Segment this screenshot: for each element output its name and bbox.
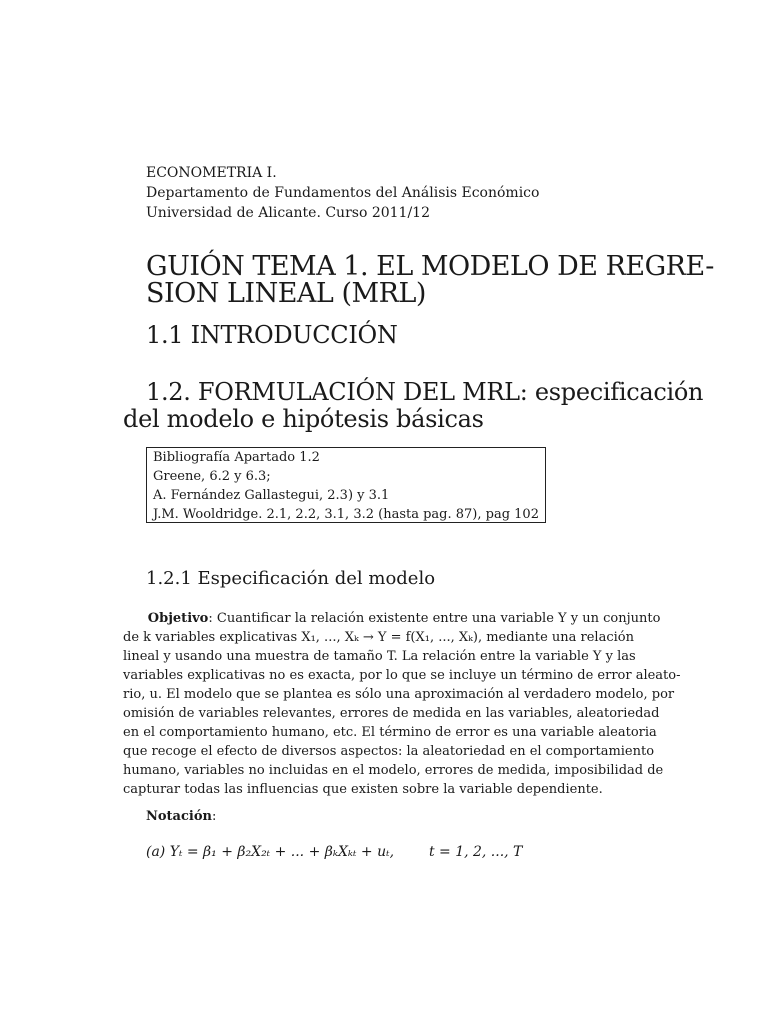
regression-equation [146,844,522,860]
document-title-line1: GUIÓN TEMA 1. EL MODELO DE REGRE- [146,251,714,282]
paragraph-line [123,609,661,628]
subsection-heading-1-2-1: 1.2.1 Especificación del modelo [146,568,436,589]
paragraph-line: en el comportamiento humano, etc. El término de error es una variable aleatoria [123,725,657,740]
section-heading-1-1: 1.1 INTRODUCCIÓN [146,321,398,349]
paragraph-line: omisión de variables relevantes, errores de medida en las variables, aleatoriedad [123,706,660,721]
equation-range: t = 1, 2, ..., T [428,844,523,860]
course-name: ECONOMETRIA I. [146,165,277,181]
paragraph-line: lineal y usando una muestra de tamaño T. La relación entre la variable Y y las [123,649,636,664]
course-header [146,163,539,223]
university-year: Universidad de Alicante. Curso 2011/12 [146,205,430,221]
objetivo-label: Objetivo [147,611,209,626]
department-name: Departamento de Fundamentos del Análisis Económico [146,185,540,201]
paragraph-line: variables explicativas no es exacta, por lo que se incluye un término de error aleato- [123,668,681,683]
paragraph-line: humano, variables no incluidas en el modelo, errores de medida, imposibilidad de [123,763,664,778]
objetivo-paragraph [123,609,681,799]
notacion-colon: : [211,809,217,824]
document-title-line2: SION LINEAL (MRL) [146,278,426,309]
paragraph-line: rio, u. El modelo que se plantea es sólo una aproximación al verdadero modelo, por [123,687,675,702]
bibliography-line: Greene, 6.2 y 6.3; [153,469,271,484]
paragraph-line: capturar todas las influencias que existen sobre la variable dependiente. [123,782,603,797]
equation-lhs: Yₜ = β₁ + β₂X₂ₜ + ... + βₖXₖₜ + uₜ, [169,844,395,860]
paragraph-text: : Cuantificar la relación existente entre una variable Y y un conjunto [208,611,661,626]
bibliography-line: A. Fernández Gallastegui, 2.3) y 3.1 [153,488,390,503]
equation-label: (a) [146,844,166,860]
notacion-heading [146,809,216,824]
section-heading-1-2-line2: del modelo e hipótesis básicas [123,405,484,433]
bibliography-line: Bibliografía Apartado 1.2 [153,450,320,465]
bibliography-line: J.M. Wooldridge. 2.1, 2.2, 3.1, 3.2 (hasta pag. 87), pag 102 [153,507,539,522]
notacion-label: Notación [146,809,212,824]
paragraph-line: que recoge el efecto de diversos aspectos: la aleatoriedad en el comportamiento [123,744,655,759]
paragraph-line: de k variables explicativas X₁, ..., Xₖ → Y = f(X₁, ..., Xₖ), mediante una relación [123,630,634,645]
bibliography-box [146,447,546,523]
section-heading-1-2-line1: 1.2. FORMULACIÓN DEL MRL: especificación [146,378,704,406]
